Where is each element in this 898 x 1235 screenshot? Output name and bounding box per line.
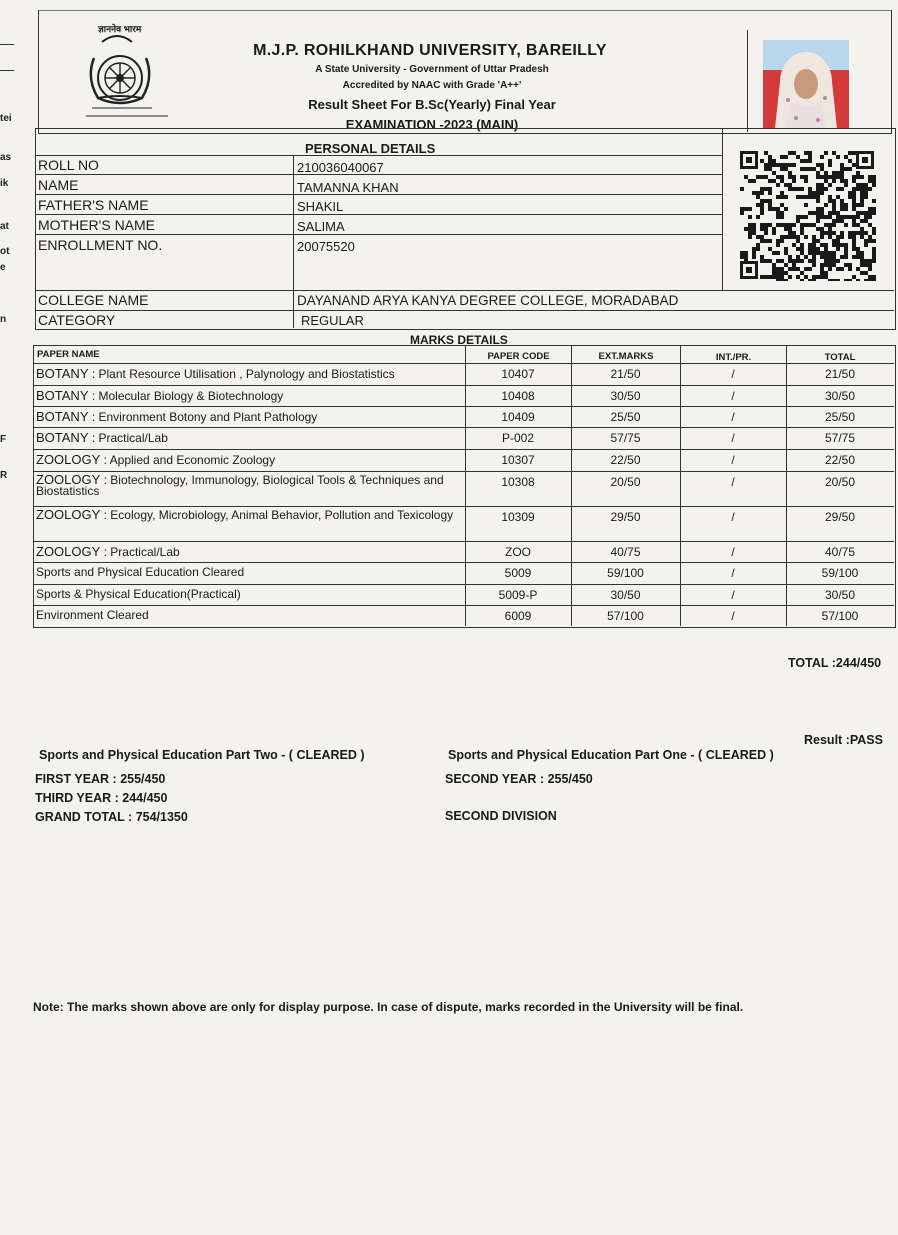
paper-name — [36, 509, 456, 521]
paper-name — [36, 565, 456, 580]
result-status: Result :PASS — [804, 733, 883, 747]
university-name: M.J.P. ROHILKHAND UNIVERSITY, BAREILLY — [253, 42, 607, 59]
cell-int: / — [731, 475, 735, 489]
margin-fragment: tei — [0, 113, 12, 124]
paper-title: : Plant Resource Utilisation , Palynology and Biostatistics — [88, 367, 395, 381]
cell-ext: 40/75 — [610, 545, 641, 559]
cell-code: 10308 — [501, 475, 535, 489]
paper-title: : Applied and Economic Zoology — [100, 453, 276, 467]
paper-name — [36, 474, 456, 497]
category-value: REGULAR — [301, 313, 364, 328]
paper-name — [36, 452, 456, 468]
cell-total: 29/50 — [824, 510, 856, 524]
father-name-value: SHAKIL — [297, 199, 344, 214]
paper-subject: BOTANY — [36, 430, 89, 445]
cell-code: 10307 — [501, 453, 535, 467]
cell-total: 30/50 — [824, 588, 856, 602]
grand-total: GRAND TOTAL : 754/1350 — [35, 810, 188, 824]
cell-int: / — [731, 431, 735, 445]
cell-code: 5009 — [504, 566, 532, 580]
cell-int: / — [731, 367, 735, 381]
paper-title: : Molecular Biology & Biotechnology — [88, 389, 284, 403]
cell-total: 59/100 — [821, 566, 859, 580]
cell-total: 57/100 — [821, 609, 859, 623]
cell-ext: 29/50 — [610, 510, 641, 524]
cell-int: / — [731, 545, 735, 559]
cell-ext: 59/100 — [607, 566, 644, 580]
col-ext-marks: EXT.MARKS — [598, 351, 654, 362]
margin-fragment: ik — [0, 178, 9, 189]
disclaimer-note: Note: The marks shown above are only for display purpose. In case of dispute, marks recorded in the University will be final. — [33, 1000, 744, 1014]
cell-ext: 21/50 — [610, 367, 641, 381]
division: SECOND DIVISION — [445, 809, 557, 823]
cell-total: 21/50 — [824, 367, 856, 381]
result-sheet-title: Result Sheet For B.Sc(Yearly) Final Year — [308, 97, 556, 112]
mother-name-label: MOTHER'S NAME — [38, 217, 156, 233]
category-label: CATEGORY — [38, 312, 116, 328]
margin-fragment: n — [0, 314, 7, 325]
third-year: THIRD YEAR : 244/450 — [35, 791, 168, 805]
paper-name — [36, 587, 456, 602]
marks-details-heading: MARKS DETAILS — [410, 333, 508, 347]
logo-motto: ज्ञाननेव भारम — [98, 24, 142, 34]
paper-name — [36, 409, 456, 425]
enrollment-label: ENROLLMENT NO. — [38, 237, 163, 253]
college-label: COLLEGE NAME — [38, 292, 149, 308]
cell-total: 22/50 — [824, 453, 856, 467]
paper-subject: ZOOLOGY — [36, 452, 101, 467]
paper-title: : Ecology, Microbiology, Animal Behavior, Pollution and Texicology — [100, 508, 454, 522]
paper-title: Sports and Physical Education Cleared — [36, 565, 245, 579]
qr-code — [738, 149, 876, 281]
paper-name — [36, 430, 456, 446]
cell-int: / — [731, 588, 735, 602]
paper-subject: BOTANY — [36, 409, 89, 424]
paper-name — [36, 366, 456, 382]
cell-int: / — [731, 410, 735, 424]
cell-code: 5009-P — [498, 588, 538, 602]
paper-title: Environment Cleared — [36, 608, 149, 622]
cell-int: / — [731, 453, 735, 467]
paper-subject: ZOOLOGY — [36, 507, 101, 522]
cell-code: 6009 — [504, 609, 532, 623]
cell-int: / — [731, 389, 735, 403]
grand-total-line: TOTAL :244/450 — [788, 656, 882, 670]
paper-title: : Environment Botony and Plant Pathology — [88, 410, 318, 424]
personal-details-heading: PERSONAL DETAILS — [305, 141, 436, 156]
margin-fragment: ot — [0, 246, 10, 257]
paper-subject: ZOOLOGY — [36, 472, 101, 487]
paper-title: : Biotechnology, Immunology, Biological Tools & Techniques and Biostatistics — [36, 473, 444, 498]
cell-code: 10309 — [501, 510, 535, 524]
cell-total: 25/50 — [824, 410, 856, 424]
cell-total: 40/75 — [824, 545, 856, 559]
enrollment-value: 20075520 — [297, 239, 355, 254]
cell-ext: 25/50 — [610, 410, 641, 424]
cell-ext: 20/50 — [610, 475, 641, 489]
cell-code: 10408 — [501, 389, 535, 403]
cell-code: ZOO — [505, 545, 531, 559]
cell-total: 20/50 — [824, 475, 856, 489]
cell-code: P-002 — [501, 431, 535, 445]
sports-part-one: Sports and Physical Education Part One - ( CLEARED ) — [448, 748, 774, 762]
cell-ext: 57/75 — [610, 431, 641, 445]
col-paper-code: PAPER CODE — [487, 351, 550, 362]
paper-subject: BOTANY — [36, 366, 89, 381]
margin-fragment: as — [0, 152, 12, 163]
col-total: TOTAL — [824, 352, 856, 363]
father-name-label: FATHER'S NAME — [38, 197, 149, 213]
cell-ext: 22/50 — [610, 453, 641, 467]
margin-fragment: F — [0, 434, 7, 445]
paper-title: : Practical/Lab — [88, 431, 168, 445]
paper-name — [36, 388, 456, 404]
state-line: A State University - Government of Uttar Pradesh — [315, 64, 549, 75]
second-year: SECOND YEAR : 255/450 — [445, 772, 593, 786]
paper-name — [36, 608, 456, 623]
margin-fragment: at — [0, 221, 9, 232]
margin-fragment: e — [0, 262, 6, 273]
name-label: NAME — [38, 177, 79, 193]
col-int-pr: INT./PR. — [715, 352, 752, 363]
cell-int: / — [731, 510, 735, 524]
cell-ext: 30/50 — [610, 588, 641, 602]
cell-int: / — [731, 609, 735, 623]
cell-code: 10407 — [501, 367, 535, 381]
college-value: DAYANAND ARYA KANYA DEGREE COLLEGE, MORADABAD — [297, 293, 679, 308]
col-paper-name: PAPER NAME — [37, 349, 100, 360]
roll-no-value: 210036040067 — [297, 160, 384, 175]
paper-subject: BOTANY — [36, 388, 89, 403]
paper-title: : Practical/Lab — [100, 545, 180, 559]
cell-total: 30/50 — [824, 389, 856, 403]
cell-total: 57/75 — [824, 431, 856, 445]
roll-no-label: ROLL NO — [38, 157, 99, 173]
paper-subject: ZOOLOGY — [36, 544, 101, 559]
cell-ext: 57/100 — [607, 609, 644, 623]
paper-title: Sports & Physical Education(Practical) — [36, 587, 241, 601]
paper-name — [36, 544, 456, 560]
cell-code: 10409 — [501, 410, 535, 424]
mother-name-value: SALIMA — [297, 219, 345, 234]
examination-title: EXAMINATION -2023 (MAIN) — [345, 117, 519, 132]
margin-fragment: R — [0, 470, 8, 481]
name-value: TAMANNA KHAN — [297, 180, 399, 195]
student-photo — [763, 40, 849, 128]
first-year: FIRST YEAR : 255/450 — [35, 772, 166, 786]
cell-ext: 30/50 — [610, 389, 641, 403]
cell-int: / — [731, 566, 735, 580]
accreditation: Accredited by NAAC with Grade 'A++' — [342, 80, 522, 91]
sports-part-two: Sports and Physical Education Part Two - ( CLEARED ) — [39, 748, 365, 762]
